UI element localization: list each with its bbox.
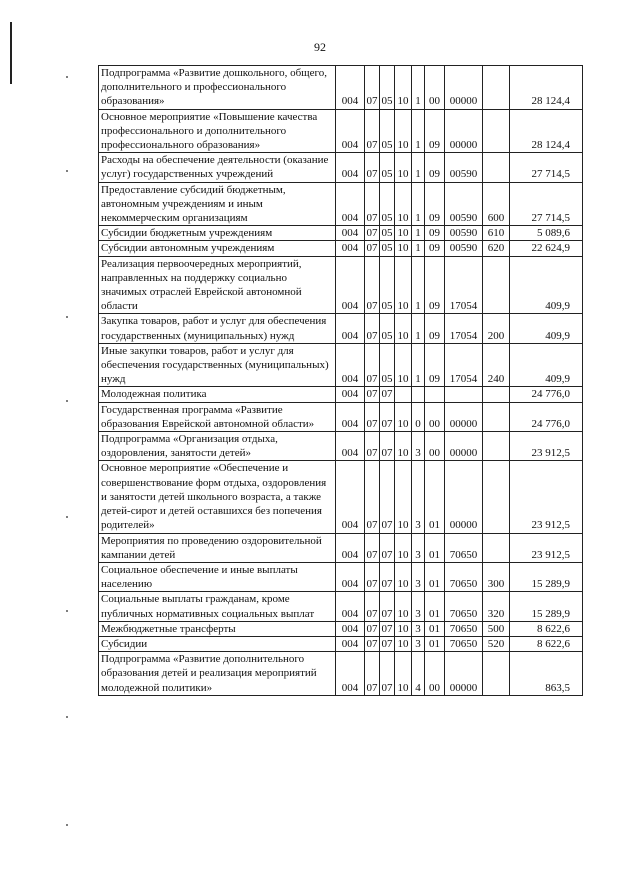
amount: 8 622,6 xyxy=(510,636,583,651)
amount: 15 289,9 xyxy=(510,592,583,621)
target-article-measure xyxy=(425,387,445,402)
target-article-measure: 01 xyxy=(425,621,445,636)
subsection-code: 07 xyxy=(380,402,395,431)
target-article-subprogram: 4 xyxy=(412,652,425,696)
target-article-program: 10 xyxy=(395,314,412,343)
ministry-code: 004 xyxy=(336,533,365,562)
amount: 409,9 xyxy=(510,256,583,314)
ministry-code: 004 xyxy=(336,432,365,461)
ministry-code: 004 xyxy=(336,343,365,387)
subsection-code: 07 xyxy=(380,461,395,533)
target-article-direction: 17054 xyxy=(445,343,483,387)
row-name: Молодежная политика xyxy=(99,387,336,402)
target-article-program: 10 xyxy=(395,533,412,562)
ministry-code: 004 xyxy=(336,66,365,110)
row-name: Субсидии автономным учреждениям xyxy=(99,241,336,256)
margin-dot xyxy=(66,824,68,826)
table-row xyxy=(99,387,583,402)
target-article-subprogram: 3 xyxy=(412,636,425,651)
target-article-program: 10 xyxy=(395,652,412,696)
ministry-code: 004 xyxy=(336,621,365,636)
table-row xyxy=(99,226,583,241)
ministry-code: 004 xyxy=(336,387,365,402)
table-row xyxy=(99,652,583,696)
target-article-program: 10 xyxy=(395,256,412,314)
target-article-program: 10 xyxy=(395,241,412,256)
section-code: 07 xyxy=(365,66,380,110)
target-article-program: 10 xyxy=(395,109,412,153)
ministry-code: 004 xyxy=(336,314,365,343)
ministry-code: 004 xyxy=(336,256,365,314)
expense-type-code xyxy=(483,109,510,153)
section-code: 07 xyxy=(365,652,380,696)
target-article-subprogram: 1 xyxy=(412,182,425,226)
expense-type-code xyxy=(483,432,510,461)
target-article-program: 10 xyxy=(395,182,412,226)
section-code: 07 xyxy=(365,182,380,226)
target-article-measure: 09 xyxy=(425,182,445,226)
expense-type-code: 300 xyxy=(483,562,510,591)
ministry-code: 004 xyxy=(336,241,365,256)
target-article-program: 10 xyxy=(395,226,412,241)
section-code: 07 xyxy=(365,533,380,562)
margin-dot xyxy=(66,400,68,402)
target-article-measure: 00 xyxy=(425,652,445,696)
target-article-program: 10 xyxy=(395,461,412,533)
row-name: Мероприятия по проведению оздоровительной кампании детей xyxy=(99,533,336,562)
row-name: Межбюджетные трансферты xyxy=(99,621,336,636)
expense-type-code xyxy=(483,66,510,110)
ministry-code: 004 xyxy=(336,109,365,153)
target-article-measure: 09 xyxy=(425,226,445,241)
target-article-subprogram: 1 xyxy=(412,314,425,343)
target-article-subprogram: 0 xyxy=(412,402,425,431)
table-row xyxy=(99,314,583,343)
target-article-direction: 70650 xyxy=(445,636,483,651)
amount: 28 124,4 xyxy=(510,66,583,110)
target-article-subprogram: 1 xyxy=(412,226,425,241)
subsection-code: 07 xyxy=(381,622,393,635)
expense-type-code: 500 xyxy=(483,621,510,636)
table-row xyxy=(99,621,583,636)
target-article-measure: 00 xyxy=(425,402,445,431)
amount: 409,9 xyxy=(510,314,583,343)
row-name: Подпрограмма «Развитие дополнительного образования детей и реализация мероприятий молодежной политики» xyxy=(99,652,336,696)
target-article-subprogram: 3 xyxy=(412,592,425,621)
subsection-code: 07 xyxy=(380,562,395,591)
expense-type-code xyxy=(483,387,510,402)
row-name: Социальные выплаты гражданам, кроме публичных нормативных социальных выплат xyxy=(99,592,336,621)
table-row xyxy=(99,256,583,314)
table-row xyxy=(99,636,583,651)
ministry-code: 004 xyxy=(336,592,365,621)
target-article-direction: 00590 xyxy=(445,182,483,226)
target-article-subprogram xyxy=(412,387,425,402)
target-article-program: 10 xyxy=(395,621,412,636)
section-code: 07 xyxy=(366,637,378,650)
target-article-direction: 00000 xyxy=(445,432,483,461)
subsection-code: 05 xyxy=(380,256,395,314)
target-article-program xyxy=(395,387,412,402)
subsection-code: 05 xyxy=(380,343,395,387)
subsection-code: 07 xyxy=(380,592,395,621)
expense-type-code: 520 xyxy=(483,636,510,651)
subsection-code: 05 xyxy=(380,109,395,153)
target-article-direction: 70650 xyxy=(445,592,483,621)
subsection-code: 05 xyxy=(380,182,395,226)
section-code: 07 xyxy=(365,592,380,621)
amount: 27 714,5 xyxy=(510,182,583,226)
amount: 28 124,4 xyxy=(510,109,583,153)
expense-type-code: 600 xyxy=(483,182,510,226)
table-row xyxy=(99,109,583,153)
target-article-direction: 00590 xyxy=(445,153,483,182)
target-article-direction: 00590 xyxy=(445,241,483,256)
target-article-subprogram: 3 xyxy=(412,461,425,533)
target-article-measure: 00 xyxy=(425,66,445,110)
table-row xyxy=(99,402,583,431)
ministry-code: 004 xyxy=(336,562,365,591)
target-article-subprogram: 1 xyxy=(412,109,425,153)
section-code: 07 xyxy=(365,461,380,533)
ministry-code: 004 xyxy=(336,402,365,431)
target-article-direction: 70650 xyxy=(445,562,483,591)
row-name: Государственная программа «Развитие образования Еврейской автономной области» xyxy=(99,402,336,431)
target-article-direction: 70650 xyxy=(445,621,483,636)
target-article-measure: 01 xyxy=(425,562,445,591)
target-article-subprogram: 1 xyxy=(412,241,425,256)
subsection-code: 07 xyxy=(381,637,393,650)
target-article-measure: 09 xyxy=(425,241,445,256)
section-code: 07 xyxy=(365,562,380,591)
section-code: 07 xyxy=(365,402,380,431)
row-name: Основное мероприятие «Повышение качества профессионального и дополнительного профессионального образования» xyxy=(99,109,336,153)
amount: 24 776,0 xyxy=(510,387,583,402)
target-article-direction: 00000 xyxy=(445,109,483,153)
row-name: Подпрограмма «Организация отдыха, оздоровления, занятости детей» xyxy=(99,432,336,461)
table-row xyxy=(99,533,583,562)
target-article-subprogram: 1 xyxy=(412,153,425,182)
section-code: 07 xyxy=(366,227,378,240)
target-article-direction: 00000 xyxy=(445,402,483,431)
ministry-code: 004 xyxy=(336,636,365,651)
target-article-measure: 01 xyxy=(425,533,445,562)
subsection-code: 07 xyxy=(380,533,395,562)
subsection-code: 05 xyxy=(381,242,393,255)
expense-type-code: 200 xyxy=(483,314,510,343)
subsection-code: 07 xyxy=(380,432,395,461)
budget-table xyxy=(98,65,583,696)
target-article-direction: 17054 xyxy=(445,256,483,314)
expense-type-code xyxy=(483,256,510,314)
section-code: 07 xyxy=(366,622,378,635)
target-article-measure: 09 xyxy=(425,109,445,153)
target-article-direction: 00590 xyxy=(445,226,483,241)
table-row xyxy=(99,343,583,387)
target-article-subprogram: 3 xyxy=(412,533,425,562)
target-article-measure: 01 xyxy=(425,461,445,533)
section-code: 07 xyxy=(365,256,380,314)
target-article-program: 10 xyxy=(395,562,412,591)
margin-dot xyxy=(66,516,68,518)
section-code: 07 xyxy=(365,343,380,387)
target-article-subprogram: 1 xyxy=(412,66,425,110)
row-name: Субсидии xyxy=(99,636,336,651)
expense-type-code xyxy=(483,461,510,533)
target-article-direction: 00000 xyxy=(445,461,483,533)
amount: 23 912,5 xyxy=(510,533,583,562)
expense-type-code xyxy=(483,533,510,562)
expense-type-code: 240 xyxy=(483,343,510,387)
section-code: 07 xyxy=(365,153,380,182)
row-name: Социальное обеспечение и иные выплаты населению xyxy=(99,562,336,591)
table-row xyxy=(99,66,583,110)
amount: 863,5 xyxy=(510,652,583,696)
expense-type-code: 620 xyxy=(483,241,510,256)
subsection-code: 05 xyxy=(380,314,395,343)
target-article-measure: 09 xyxy=(425,343,445,387)
amount: 23 912,5 xyxy=(510,432,583,461)
row-name: Реализация первоочередных мероприятий, направленных на поддержку социально значимых отраслей Еврейской автономной области xyxy=(99,256,336,314)
row-name: Субсидии бюджетным учреждениям xyxy=(99,226,336,241)
subsection-code: 07 xyxy=(380,652,395,696)
target-article-measure: 09 xyxy=(425,153,445,182)
target-article-measure: 01 xyxy=(425,636,445,651)
target-article-program: 10 xyxy=(395,153,412,182)
margin-dot xyxy=(66,610,68,612)
row-name: Закупка товаров, работ и услуг для обеспечения государственных (муниципальных) нужд xyxy=(99,314,336,343)
row-name: Предоставление субсидий бюджетным, автономным учреждениям и иным некоммерческим организациям xyxy=(99,182,336,226)
subsection-code: 05 xyxy=(380,153,395,182)
expense-type-code: 610 xyxy=(483,226,510,241)
target-article-direction xyxy=(445,387,483,402)
amount: 24 776,0 xyxy=(510,402,583,431)
target-article-program: 10 xyxy=(395,66,412,110)
table-row xyxy=(99,432,583,461)
target-article-program: 10 xyxy=(395,636,412,651)
ministry-code: 004 xyxy=(336,182,365,226)
ministry-code: 004 xyxy=(336,153,365,182)
amount: 409,9 xyxy=(510,343,583,387)
target-article-measure: 09 xyxy=(425,314,445,343)
target-article-measure: 00 xyxy=(425,432,445,461)
target-article-direction: 00000 xyxy=(445,66,483,110)
target-article-measure: 01 xyxy=(425,592,445,621)
amount: 5 089,6 xyxy=(510,226,583,241)
table-row xyxy=(99,182,583,226)
target-article-program: 10 xyxy=(395,432,412,461)
target-article-direction: 00000 xyxy=(445,652,483,696)
section-code: 07 xyxy=(365,314,380,343)
ministry-code: 004 xyxy=(336,652,365,696)
amount: 22 624,9 xyxy=(510,241,583,256)
table-row xyxy=(99,241,583,256)
target-article-program: 10 xyxy=(395,343,412,387)
row-name: Расходы на обеспечение деятельности (оказание услуг) государственных учреждений xyxy=(99,153,336,182)
expense-type-code: 320 xyxy=(483,592,510,621)
target-article-subprogram: 1 xyxy=(412,343,425,387)
table-row xyxy=(99,562,583,591)
ministry-code: 004 xyxy=(336,226,365,241)
margin-dot xyxy=(66,170,68,172)
section-code: 07 xyxy=(366,388,378,401)
subsection-code: 05 xyxy=(381,227,393,240)
subsection-code: 05 xyxy=(380,66,395,110)
target-article-program: 10 xyxy=(395,592,412,621)
amount: 15 289,9 xyxy=(510,562,583,591)
page-number: 92 xyxy=(314,40,326,54)
ministry-code: 004 xyxy=(336,461,365,533)
row-name: Подпрограмма «Развитие дошкольного, общего, дополнительного и профессионального образования» xyxy=(99,66,336,110)
row-name: Иные закупки товаров, работ и услуг для обеспечения государственных (муниципальных) нужд xyxy=(99,343,336,387)
target-article-direction: 70650 xyxy=(445,533,483,562)
margin-dot xyxy=(66,716,68,718)
expense-type-code xyxy=(483,153,510,182)
section-code: 07 xyxy=(365,109,380,153)
margin-dot xyxy=(66,316,68,318)
expense-type-code xyxy=(483,402,510,431)
subsection-code: 07 xyxy=(381,388,393,401)
table-row xyxy=(99,153,583,182)
amount: 27 714,5 xyxy=(510,153,583,182)
target-article-subprogram: 1 xyxy=(412,256,425,314)
section-code: 07 xyxy=(365,432,380,461)
amount: 23 912,5 xyxy=(510,461,583,533)
expense-type-code xyxy=(483,652,510,696)
target-article-measure: 09 xyxy=(425,256,445,314)
margin-dot xyxy=(66,76,68,78)
target-article-direction: 17054 xyxy=(445,314,483,343)
table-row xyxy=(99,461,583,533)
target-article-subprogram: 3 xyxy=(412,621,425,636)
target-article-subprogram: 3 xyxy=(412,562,425,591)
target-article-program: 10 xyxy=(395,402,412,431)
target-article-subprogram: 3 xyxy=(412,432,425,461)
table-row xyxy=(99,592,583,621)
budget-table-body xyxy=(99,66,583,696)
row-name: Основное мероприятие «Обеспечение и совершенствование форм отдыха, оздоровления и занятости детей школьного возраста, а также детей-сирот и детей оставшихся без попечения родителей» xyxy=(99,461,336,533)
amount: 8 622,6 xyxy=(510,621,583,636)
section-code: 07 xyxy=(366,242,378,255)
